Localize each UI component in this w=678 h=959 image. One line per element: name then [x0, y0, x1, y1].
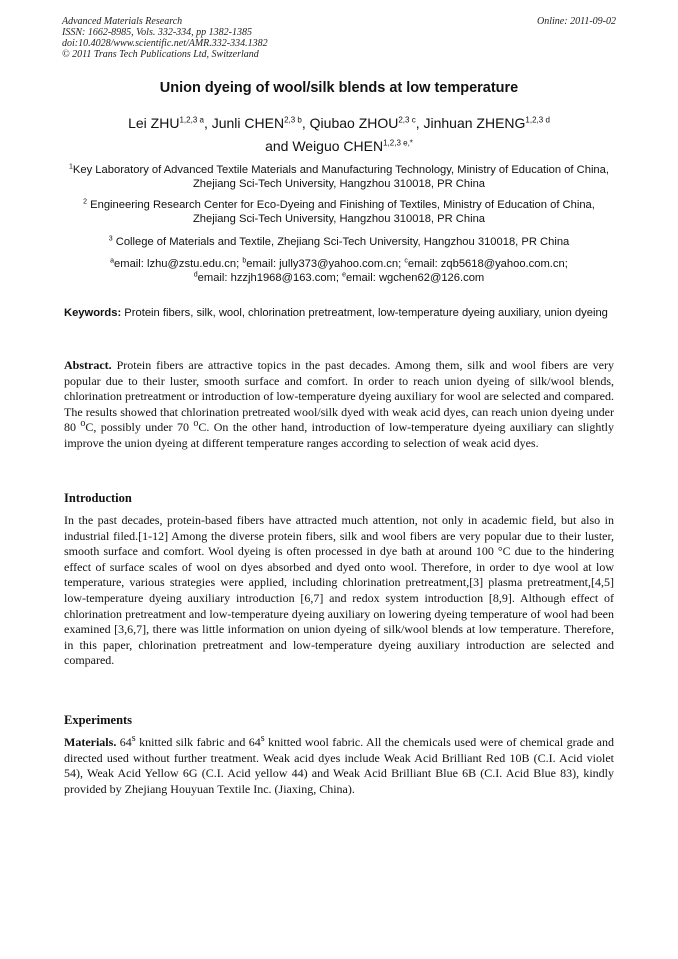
author-sup: 1,2,3 e,*: [383, 138, 413, 148]
author-connector: and: [265, 138, 289, 154]
abstract-text: Protein fibers are attractive topics in the past decades. Among them, silk and wool fibers are very popular due to their luster, smooth surface and comfort. In order to reach union dyeing of silk/wool blends, chlorination pretreatment or introduction of low-temperature dyeing auxiliary for wool are selected and compared. The results showed that chlorination pretreated wool/silk dyed with weak acid dyes, can reach union dyeing under 80: [64, 358, 614, 435]
affiliation-sup: 1: [69, 163, 73, 171]
abstract-label: Abstract.: [64, 358, 112, 372]
introduction-text: In the past decades, protein-based fibers have attracted much attention, not only in academic field, but also in industrial filed.[1-12] Among the diverse protein fibers, silk and wool fibers are very popular due to their luster, smooth surface and comfort. Wool dyeing is often processed in dye bath at around 100 °C due to the hindering effect of surface scales of wool on dyes absorbed and dyed onto wool. Therefore, in order to dye wool at low temperature, various strategies were applied, including chlorination pretreatment,[3] plasma pretreatment,[4,5] low-temperature dyeing auxiliary introduction [6,7] and redox system introduction [8,9]. Although effect of chlorination pretreatment and low-temperature dyeing auxiliary on lowering dyeing temperature of wool had been examined [3,6,7], there was little information on union dyeing of silk/wool blends at low temperature. Therefore, in this paper, chlorination pretreatment and low-temperature dyeing auxiliary introduction are selected and compared.: [64, 513, 614, 668]
author-name: Junli CHEN: [211, 115, 285, 131]
email-block: [62, 257, 616, 285]
affiliation-1: [62, 163, 616, 191]
materials-paragraph: [64, 735, 614, 797]
yarn-count-mark: s: [260, 733, 265, 744]
affiliation-text: Engineering Research Center for Eco-Dyeing and Finishing of Textiles, Ministry of Education of China, Zhejiang Sci-Tech University, Hangzhou 310018, PR China: [90, 199, 595, 225]
experiments-heading: Experiments: [64, 713, 133, 727]
email-sup: d: [193, 271, 198, 279]
keywords: [64, 306, 614, 321]
materials-text: knitted wool fabric. All the chemicals used were of chemical grade and directed used without further treatment. Weak acid dyes include Weak Acid Brilliant Red 10B (C.I. Acid violet 54), Weak Acid Yellow 6G (C.I. Acid yellow 44) and Weak Acid Brilliant Blue 6B (C.I. Acid Blue 83), kindly provided by Zhejiang Houyuan Textile Inc. (Jiaxing, China).: [64, 735, 615, 796]
materials-text: 64: [116, 735, 132, 749]
author-sup: 1,2,3 d: [525, 115, 550, 125]
author-name: Jinhuan ZHENG: [423, 115, 526, 131]
email-sup: a: [110, 257, 115, 265]
journal-header: [62, 16, 268, 60]
author-line-1: Lei $ZHU^{1,2,3 a}$, Junli $CHEN^{2,3 b}$, Qiubao $ZHOU^{2,3 c}$, Jinhuan $ZHENG^{1,2,3 d}$: [128, 115, 550, 131]
affiliation-sup: 2: [83, 198, 88, 206]
email-sup: c: [404, 257, 408, 265]
abstract: [64, 358, 614, 452]
email-link[interactable]: email: jully373@yahoo.com.cn;: [246, 258, 405, 270]
materials-text: knitted silk fabric and 64: [135, 735, 261, 749]
abstract-text: C. On the other hand, introduction of low-temperature dyeing auxiliary can slightly improve the union dyeing at different temperature ranges according to selection of weak acid dyes.: [64, 420, 615, 450]
online-date: Online: 2011-09-02: [537, 16, 616, 27]
author-name: Weiguo CHEN: [292, 138, 384, 154]
affiliation-sup: 3: [108, 235, 113, 243]
abstract-text: C, possibly under 70: [85, 420, 194, 435]
degree-mark: o: [80, 418, 86, 430]
affiliation-3: [62, 235, 616, 249]
journal-name: Advanced Materials Research: [62, 16, 183, 27]
author-sup: 2,3 b: [284, 115, 302, 125]
author-sup: 2,3 c: [398, 115, 416, 125]
affiliation-2: [62, 198, 616, 226]
affiliation-text: Key Laboratory of Advanced Textile Materials and Manufacturing Technology, Ministry of Education of China, Zhejiang Sci-Tech University, Hangzhou 310018, PR China: [72, 164, 609, 190]
doi-line: doi:10.4028/www.scientific.net/AMR.332-334.1382: [62, 38, 268, 49]
yarn-count-mark: s: [131, 733, 136, 744]
email-sup: e: [342, 271, 347, 279]
keywords-text: Protein fibers, silk, wool, chlorination pretreatment, low-temperature dyeing auxiliary, union dyeing: [121, 307, 608, 319]
author-name: Qiubao ZHOU: [309, 115, 399, 131]
email-link[interactable]: email: wgchen62@126.com: [346, 272, 485, 284]
author-name: Lei ZHU: [128, 115, 180, 131]
introduction-heading: Introduction: [64, 491, 132, 505]
email-link[interactable]: email: lzhu@zstu.edu.cn;: [114, 258, 243, 270]
author-sup: 1,2,3 a: [179, 115, 204, 125]
author-line-2: [0, 135, 678, 157]
copyright-line: © 2011 Trans Tech Publications Ltd, Switzerland: [62, 49, 259, 60]
email-sup: b: [242, 257, 247, 265]
degree-mark: o: [193, 418, 199, 430]
email-link[interactable]: email: hzzjh1968@163.com;: [197, 272, 343, 284]
materials-label: Materials.: [64, 735, 117, 749]
email-link[interactable]: email: zqb5618@yahoo.com.cn;: [407, 258, 568, 270]
issn-line: ISSN: 1662-8985, Vols. 332-334, pp 1382-1385: [62, 27, 252, 38]
paper-title: Union dyeing of wool/silk blends at low temperature: [159, 80, 519, 96]
affiliation-text: College of Materials and Textile, Zhejiang Sci-Tech University, Hangzhou 310018, PR China: [115, 236, 570, 248]
keywords-label: Keywords:: [64, 307, 122, 319]
